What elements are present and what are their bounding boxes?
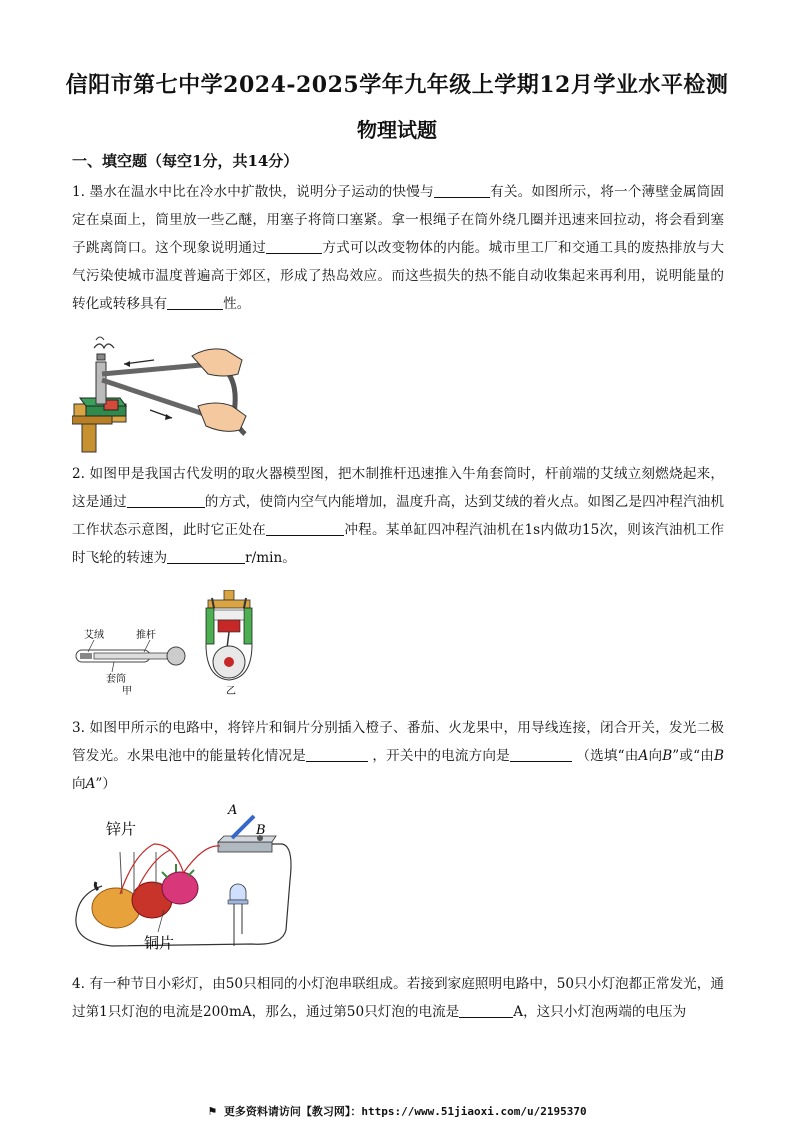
question-2: 2. 如图甲是我国古代发明的取火器模型图，把木制推杆迅速推入牛角套筒时，杆前端的艾绒立刻燃烧起来，这是通过 的方式，使筒内空气内能增加，温度升高，达到艾绒的着火点。如图乙是四冲程汽油机工作状态示意图，此时它正处在 冲程。某单缸四冲程汽油机在1s内做功15次，则该汽油机工作时飞轮的转速为 r/min。 <box>72 466 725 566</box>
answer-blank[interactable] <box>266 239 322 254</box>
label-xinpian: 锌片 <box>106 820 137 838</box>
label-airong: 艾绒 <box>84 630 104 641</box>
answer-blank[interactable] <box>434 183 490 198</box>
question-3: 3. 如图甲所示的电路中，将锌片和铜片分别插入橙子、番茄、火龙果中，用导线连接，闭合开关，发光二极管发光。水果电池中的能量转化情况是 ，开关中的电流方向是 （选填“由A向B”或“由B向A”） <box>72 720 724 792</box>
label-jia: 甲 <box>122 686 132 696</box>
question-number: 3. <box>72 720 85 736</box>
question-4: 4. 有一种节日小彩灯，由50只相同的小灯泡串联组成。若接到家庭照明电路中，50只小灯泡都正常发光，通过第1只灯泡的电流是200mA，那么，通过第50只灯泡的电流是 A，这只小灯泡两端的电压为 <box>72 976 725 1020</box>
exam-title: 信阳市第七中学2024-2025学年九年级上学期12月学业水平检测 <box>65 72 729 98</box>
question-number: 1. <box>72 184 85 200</box>
metal-tube-rope-figure <box>72 334 252 454</box>
answer-blank[interactable] <box>167 549 245 564</box>
question-number: 2. <box>72 466 85 482</box>
label-tuigan: 推杆 <box>136 630 156 641</box>
label-A: A <box>228 803 238 818</box>
fire-piston-figure <box>72 618 192 696</box>
section-heading: 一、填空题（每空1分，共14分） <box>72 152 299 170</box>
label-tongpian: 铜片 <box>144 934 175 952</box>
answer-blank[interactable] <box>127 493 205 508</box>
fruit-battery-circuit-figure <box>72 800 302 960</box>
answer-blank[interactable] <box>266 521 344 536</box>
label-B: B <box>256 823 266 838</box>
answer-blank[interactable] <box>459 1003 513 1018</box>
answer-blank[interactable] <box>167 295 223 310</box>
footer <box>0 1103 794 1119</box>
exam-subtitle: 物理试题 <box>357 118 437 142</box>
question-number: 4. <box>72 976 85 992</box>
answer-blank[interactable] <box>306 747 368 762</box>
footer-link[interactable]: 更多资料请访问【教习网】：https://www.51jiaoxi.com/u/2195370 <box>223 1105 587 1118</box>
answer-blank[interactable] <box>510 747 572 762</box>
question-1: 1. 墨水在温水中比在冷水中扩散快，说明分子运动的快慢与 有关。如图所示，将一个薄壁金属筒固定在桌面上，筒里放一些乙醚，用塞子将筒口塞紧。拿一根绳子在筒外绕几圈并迅速来回拉动，将会看到塞子跳离筒口。这个现象说明通过 方式可以改变物体的内能。城市里工厂和交通工具的废热排放与大气污染使城市温度普遍高于郊区，形成了热岛效应。而这些损失的热不能自动收集起来再利用，说明能量的转化或转移具有 性。 <box>72 184 725 312</box>
engine-figure <box>200 590 260 696</box>
label-yi: 乙 <box>226 686 236 696</box>
label-taotong: 套筒 <box>106 674 126 685</box>
flag-icon: ⚑ <box>207 1105 218 1118</box>
